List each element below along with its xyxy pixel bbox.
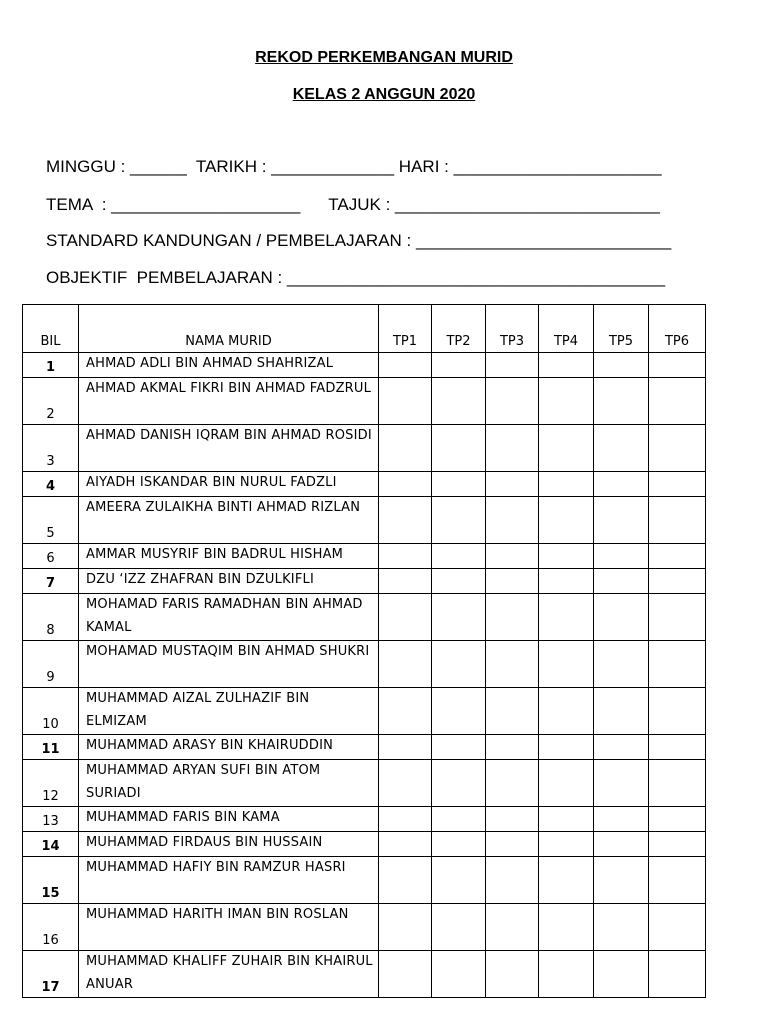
tp3-cell[interactable]: [486, 807, 539, 832]
row-number: 4: [23, 472, 79, 497]
tp6-cell[interactable]: [649, 951, 706, 998]
tp1-cell[interactable]: [379, 735, 432, 760]
student-name: MOHAMAD FARIS RAMADHAN BIN AHMAD KAMAL: [79, 594, 379, 641]
tp5-cell[interactable]: [594, 807, 649, 832]
tp4-cell[interactable]: [539, 760, 594, 807]
tp3-cell[interactable]: [486, 425, 539, 472]
tp4-cell[interactable]: [539, 904, 594, 951]
row-number: 11: [23, 735, 79, 760]
student-name: MUHAMMAD AIZAL ZULHAZIF BIN ELMIZAM: [79, 688, 379, 735]
tp6-cell[interactable]: [649, 425, 706, 472]
tp1-cell[interactable]: [379, 951, 432, 998]
row-number: 9: [23, 641, 79, 688]
tp4-cell[interactable]: [539, 951, 594, 998]
theme-topic-fields: TEMA : ____________________ TAJUK : ____________________________: [46, 195, 660, 214]
learning-objective-field: OBJEKTIF PEMBELAJARAN : ________________________________________: [46, 268, 666, 287]
tp2-cell[interactable]: [432, 472, 486, 497]
tp1-cell[interactable]: [379, 688, 432, 735]
tp3-cell[interactable]: [486, 353, 539, 378]
content-standard-field: STANDARD KANDUNGAN / PEMBELAJARAN : ___________________________: [46, 231, 672, 250]
row-number: 2: [23, 378, 79, 425]
tp1-cell[interactable]: [379, 594, 432, 641]
tp3-cell[interactable]: [486, 497, 539, 544]
tp2-cell[interactable]: [432, 425, 486, 472]
tp1-cell[interactable]: [379, 544, 432, 569]
column-header-nama-murid: NAMA MURID: [79, 305, 379, 353]
tp5-cell[interactable]: [594, 569, 649, 594]
tp3-cell[interactable]: [486, 594, 539, 641]
tp4-cell[interactable]: [539, 688, 594, 735]
tp4-cell[interactable]: [539, 569, 594, 594]
student-name: AHMAD DANISH IQRAM BIN AHMAD ROSIDI: [79, 425, 379, 472]
table-row: [23, 904, 706, 951]
tp1-cell[interactable]: [379, 472, 432, 497]
tp1-cell[interactable]: [379, 857, 432, 904]
column-header-tp4: TP4: [539, 305, 594, 353]
table-row: [23, 641, 706, 688]
tp4-cell[interactable]: [539, 594, 594, 641]
row-number: 13: [23, 807, 79, 832]
row-number: 17: [23, 951, 79, 998]
column-header-tp5: TP5: [594, 305, 649, 353]
row-number: 1: [23, 353, 79, 378]
tp3-cell[interactable]: [486, 378, 539, 425]
tp6-cell[interactable]: [649, 688, 706, 735]
tp6-cell[interactable]: [649, 832, 706, 857]
tp1-cell[interactable]: [379, 760, 432, 807]
table-row: [23, 857, 706, 904]
tp5-cell[interactable]: [594, 688, 649, 735]
student-name: AHMAD ADLI BIN AHMAD SHAHRIZAL: [79, 353, 379, 378]
tp4-cell[interactable]: [539, 807, 594, 832]
tp3-cell[interactable]: [486, 641, 539, 688]
tp1-cell[interactable]: [379, 497, 432, 544]
row-number: 14: [23, 832, 79, 857]
student-name: AMEERA ZULAIKHA BINTI AHMAD RIZLAN: [79, 497, 379, 544]
tp6-cell[interactable]: [649, 472, 706, 497]
row-number: 5: [23, 497, 79, 544]
table-row: [23, 353, 706, 378]
tp1-cell[interactable]: [379, 832, 432, 857]
tp5-cell[interactable]: [594, 760, 649, 807]
row-number: 16: [23, 904, 79, 951]
tp3-cell[interactable]: [486, 760, 539, 807]
row-number: 12: [23, 760, 79, 807]
tp2-cell[interactable]: [432, 378, 486, 425]
student-name: MUHAMMAD HARITH IMAN BIN ROSLAN: [79, 904, 379, 951]
document-title: REKOD PERKEMBANGAN MURID: [255, 49, 513, 66]
tp2-cell[interactable]: [432, 353, 486, 378]
tp3-cell[interactable]: [486, 951, 539, 998]
table-row: [23, 378, 706, 425]
tp3-cell[interactable]: [486, 904, 539, 951]
tp2-cell[interactable]: [432, 951, 486, 998]
tp2-cell[interactable]: [432, 569, 486, 594]
tp6-cell[interactable]: [649, 735, 706, 760]
table-row: [23, 569, 706, 594]
table-row: [23, 760, 706, 807]
table-row: [23, 497, 706, 544]
student-name: MUHAMMAD ARYAN SUFI BIN ATOM SURIADI: [79, 760, 379, 807]
tp5-cell[interactable]: [594, 425, 649, 472]
tp2-cell[interactable]: [432, 904, 486, 951]
column-header-tp6: TP6: [649, 305, 706, 353]
table-row: [23, 544, 706, 569]
tp5-cell[interactable]: [594, 544, 649, 569]
tp4-cell[interactable]: [539, 425, 594, 472]
tp5-cell[interactable]: [594, 641, 649, 688]
student-name: MUHAMMAD ARASY BIN KHAIRUDDIN: [79, 735, 379, 760]
tp6-cell[interactable]: [649, 378, 706, 425]
student-name: AHMAD AKMAL FIKRI BIN AHMAD FADZRUL: [79, 378, 379, 425]
tp4-cell[interactable]: [539, 857, 594, 904]
tp4-cell[interactable]: [539, 544, 594, 569]
row-number: 3: [23, 425, 79, 472]
column-header-tp1: TP1: [379, 305, 432, 353]
tp1-cell[interactable]: [379, 378, 432, 425]
student-record-table: [22, 304, 706, 998]
tp6-cell[interactable]: [649, 904, 706, 951]
tp6-cell[interactable]: [649, 641, 706, 688]
tp6-cell[interactable]: [649, 760, 706, 807]
tp2-cell[interactable]: [432, 857, 486, 904]
tp5-cell[interactable]: [594, 735, 649, 760]
tp2-cell[interactable]: [432, 832, 486, 857]
tp5-cell[interactable]: [594, 472, 649, 497]
tp2-cell[interactable]: [432, 544, 486, 569]
week-date-day-fields: MINGGU : ______ TARIKH : _____________ HARI : ______________________: [46, 157, 662, 176]
tp6-cell[interactable]: [649, 594, 706, 641]
table-row: [23, 951, 706, 998]
tp5-cell[interactable]: [594, 857, 649, 904]
tp6-cell[interactable]: [649, 497, 706, 544]
table-row: [23, 688, 706, 735]
student-name: AMMAR MUSYRIF BIN BADRUL HISHAM: [79, 544, 379, 569]
column-header-tp3: TP3: [486, 305, 539, 353]
tp5-cell[interactable]: [594, 951, 649, 998]
tp6-cell[interactable]: [649, 353, 706, 378]
student-name: MOHAMAD MUSTAQIM BIN AHMAD SHUKRI: [79, 641, 379, 688]
row-number: 10: [23, 688, 79, 735]
tp6-cell[interactable]: [649, 807, 706, 832]
column-header-bil: BIL: [23, 305, 79, 353]
student-name: DZU ‘IZZ ZHAFRAN BIN DZULKIFLI: [79, 569, 379, 594]
table-row: [23, 594, 706, 641]
tp6-cell[interactable]: [649, 569, 706, 594]
tp2-cell[interactable]: [432, 807, 486, 832]
tp1-cell[interactable]: [379, 904, 432, 951]
tp3-cell[interactable]: [486, 688, 539, 735]
table-row: [23, 472, 706, 497]
tp2-cell[interactable]: [432, 688, 486, 735]
tp2-cell[interactable]: [432, 497, 486, 544]
table-row: [23, 807, 706, 832]
row-number: 7: [23, 569, 79, 594]
row-number: 15: [23, 857, 79, 904]
tp4-cell[interactable]: [539, 735, 594, 760]
tp2-cell[interactable]: [432, 735, 486, 760]
tp2-cell[interactable]: [432, 641, 486, 688]
table-row: [23, 832, 706, 857]
student-name: MUHAMMAD FIRDAUS BIN HUSSAIN: [79, 832, 379, 857]
tp4-cell[interactable]: [539, 497, 594, 544]
tp1-cell[interactable]: [379, 641, 432, 688]
tp3-cell[interactable]: [486, 735, 539, 760]
tp5-cell[interactable]: [594, 497, 649, 544]
tp4-cell[interactable]: [539, 472, 594, 497]
student-name: MUHAMMAD KHALIFF ZUHAIR BIN KHAIRUL ANUAR: [79, 951, 379, 998]
tp1-cell[interactable]: [379, 569, 432, 594]
tp6-cell[interactable]: [649, 544, 706, 569]
tp5-cell[interactable]: [594, 904, 649, 951]
row-number: 8: [23, 594, 79, 641]
tp3-cell[interactable]: [486, 857, 539, 904]
tp2-cell[interactable]: [432, 760, 486, 807]
tp1-cell[interactable]: [379, 353, 432, 378]
class-title: KELAS 2 ANGGUN 2020: [292, 86, 476, 103]
table-row: [23, 425, 706, 472]
student-name: MUHAMMAD HAFIY BIN RAMZUR HASRI: [79, 857, 379, 904]
tp1-cell[interactable]: [379, 425, 432, 472]
tp3-cell[interactable]: [486, 544, 539, 569]
tp6-cell[interactable]: [649, 857, 706, 904]
tp1-cell[interactable]: [379, 807, 432, 832]
tp5-cell[interactable]: [594, 353, 649, 378]
student-name: AIYADH ISKANDAR BIN NURUL FADZLI: [79, 472, 379, 497]
tp4-cell[interactable]: [539, 378, 594, 425]
row-number: 6: [23, 544, 79, 569]
table-row: [23, 735, 706, 760]
student-name: MUHAMMAD FARIS BIN KAMA: [79, 807, 379, 832]
tp2-cell[interactable]: [432, 594, 486, 641]
tp5-cell[interactable]: [594, 594, 649, 641]
tp4-cell[interactable]: [539, 353, 594, 378]
column-header-tp2: TP2: [432, 305, 486, 353]
tp5-cell[interactable]: [594, 832, 649, 857]
tp3-cell[interactable]: [486, 472, 539, 497]
tp5-cell[interactable]: [594, 378, 649, 425]
tp4-cell[interactable]: [539, 641, 594, 688]
tp3-cell[interactable]: [486, 569, 539, 594]
table-header-row: [23, 305, 706, 353]
tp3-cell[interactable]: [486, 832, 539, 857]
tp4-cell[interactable]: [539, 832, 594, 857]
